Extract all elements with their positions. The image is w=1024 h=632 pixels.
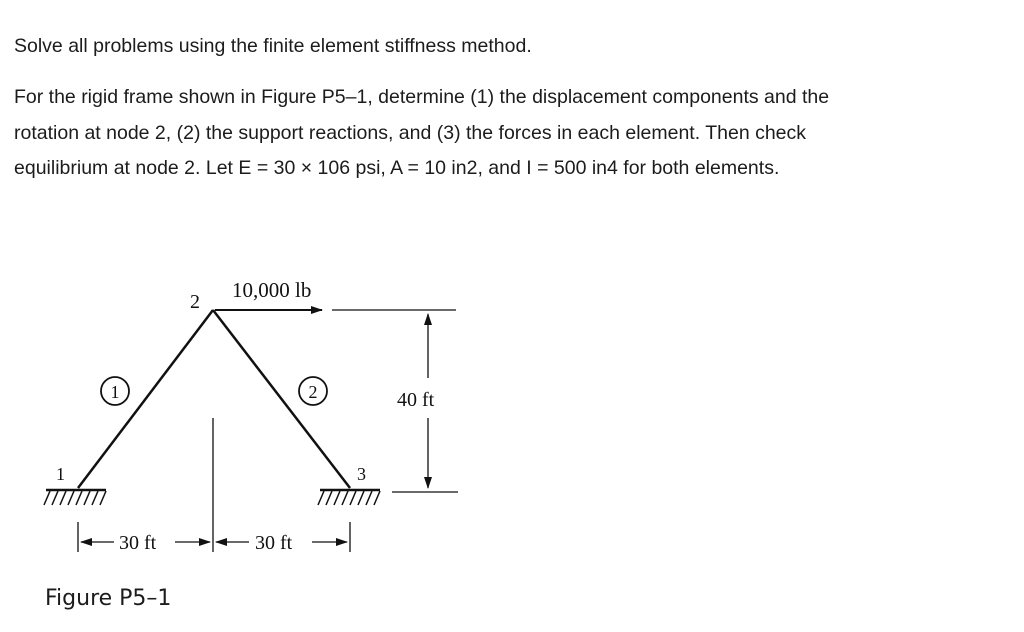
problem-line-3: equilibrium at node 2. Let E = 30 × 106 psi, A = 10 in2, and I = 500 in4 for both elements. [14, 157, 780, 179]
element-1-member [78, 310, 213, 488]
right-span-label: 30 ft [255, 532, 293, 554]
node-label-1: 1 [56, 464, 65, 484]
element-2-member [213, 310, 350, 488]
fixed-support-node-1 [44, 490, 106, 505]
fixed-support-node-3 [318, 490, 380, 505]
left-span-label: 30 ft [119, 532, 157, 554]
problem-line-2: rotation at node 2, (2) the support reactions, and (3) the forces in each element. Then check [14, 121, 807, 144]
problem-line-1: For the rigid frame shown in Figure P5–1, determine (1) the displacement components and the [14, 86, 830, 108]
height-label: 40 ft [397, 389, 435, 411]
intro-text: Solve all problems using the finite element stiffness method. [14, 35, 532, 57]
figure-caption: Figure P5–1 [45, 586, 172, 611]
element-label-2: 2 [308, 382, 318, 402]
node-label-3: 3 [357, 464, 366, 484]
load-label: 10,000 lb [232, 278, 312, 302]
node-label-2: 2 [190, 291, 200, 313]
element-label-1: 1 [110, 382, 120, 402]
